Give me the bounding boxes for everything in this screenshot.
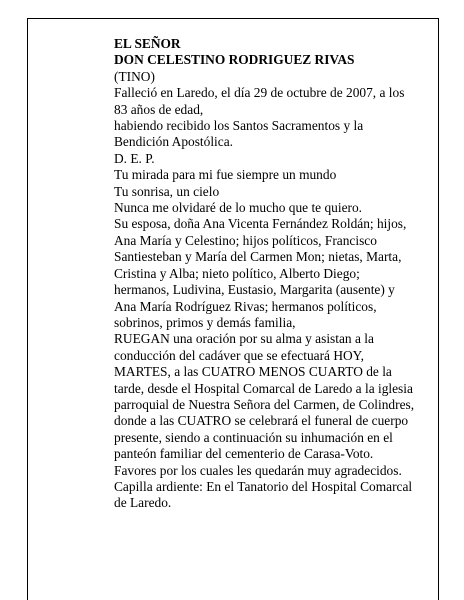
rip-line: D. E. P. (114, 150, 155, 166)
obituary-text (114, 36, 432, 512)
sacraments-line: Bendición Apostólica. (114, 134, 234, 150)
funeral-details-line: panteón familiar del cementerio de Carasa-Voto. (114, 446, 374, 462)
funeral-details-line: tarde, desde el Hospital Comarcal de Laredo a la iglesia (114, 380, 413, 396)
dedication-line: Tu sonrisa, un cielo (114, 183, 220, 199)
family-line: Cristina y Alba; nieto político, Alberto Diego; (114, 265, 360, 281)
dedication-line: Tu mirada para mi fue siempre un mundo (114, 167, 337, 183)
family-line: sobrinos, primos y demás familia, (114, 314, 296, 330)
funeral-details-line: presente, siendo a continuación su inhumación en el (114, 429, 393, 445)
family-line: Ana María Rodríguez Rivas; hermanos políticos, (114, 298, 377, 314)
death-announcement-line: 83 años de edad, (114, 101, 204, 117)
funeral-details-line: donde a las CUATRO se celebrará el funeral de cuerpo (114, 413, 409, 429)
dedication-line: Nunca me olvidaré de lo mucho que te quiero. (114, 200, 363, 216)
sacraments-line: habiendo recibido los Santos Sacramentos y la (114, 118, 364, 134)
chapel-line: Capilla ardiente: En el Tanatorio del Hospital Comarcal (114, 478, 413, 494)
family-line: Ana María y Celestino; hijos políticos, Francisco (114, 232, 377, 248)
funeral-details-line: conducción del cadáver que se efectuará HOY, (114, 347, 364, 363)
family-line: Su esposa, doña Ana Vicenta Fernández Roldán; hijos, (114, 216, 407, 232)
deceased-title: EL SEÑOR (114, 36, 181, 51)
thanks-line: Favores por los cuales les quedarán muy agradecidos. (114, 462, 402, 478)
family-line: hermanos, Ludivina, Eustasio, Margarita (ausente) y (114, 282, 395, 298)
funeral-details-line: MARTES, a las CUATRO MENOS CUARTO de la (114, 364, 392, 380)
chapel-line: de Laredo. (114, 495, 172, 511)
border-left (27, 18, 28, 600)
border-top (27, 18, 439, 19)
funeral-details-line: RUEGAN una oración por su alma y asistan a la (114, 331, 374, 347)
border-right (438, 18, 439, 600)
family-line: Santiesteban y María del Carmen Mon; nietas, Marta, (114, 249, 402, 265)
deceased-name: DON CELESTINO RODRIGUEZ RIVAS (114, 52, 355, 68)
funeral-details-line: parroquial de Nuestra Señora del Carmen, de Colindres, (114, 396, 415, 412)
death-announcement-line: Falleció en Laredo, el día 29 de octubre de 2007, a los (114, 85, 405, 101)
deceased-nickname: (TINO) (114, 68, 155, 84)
